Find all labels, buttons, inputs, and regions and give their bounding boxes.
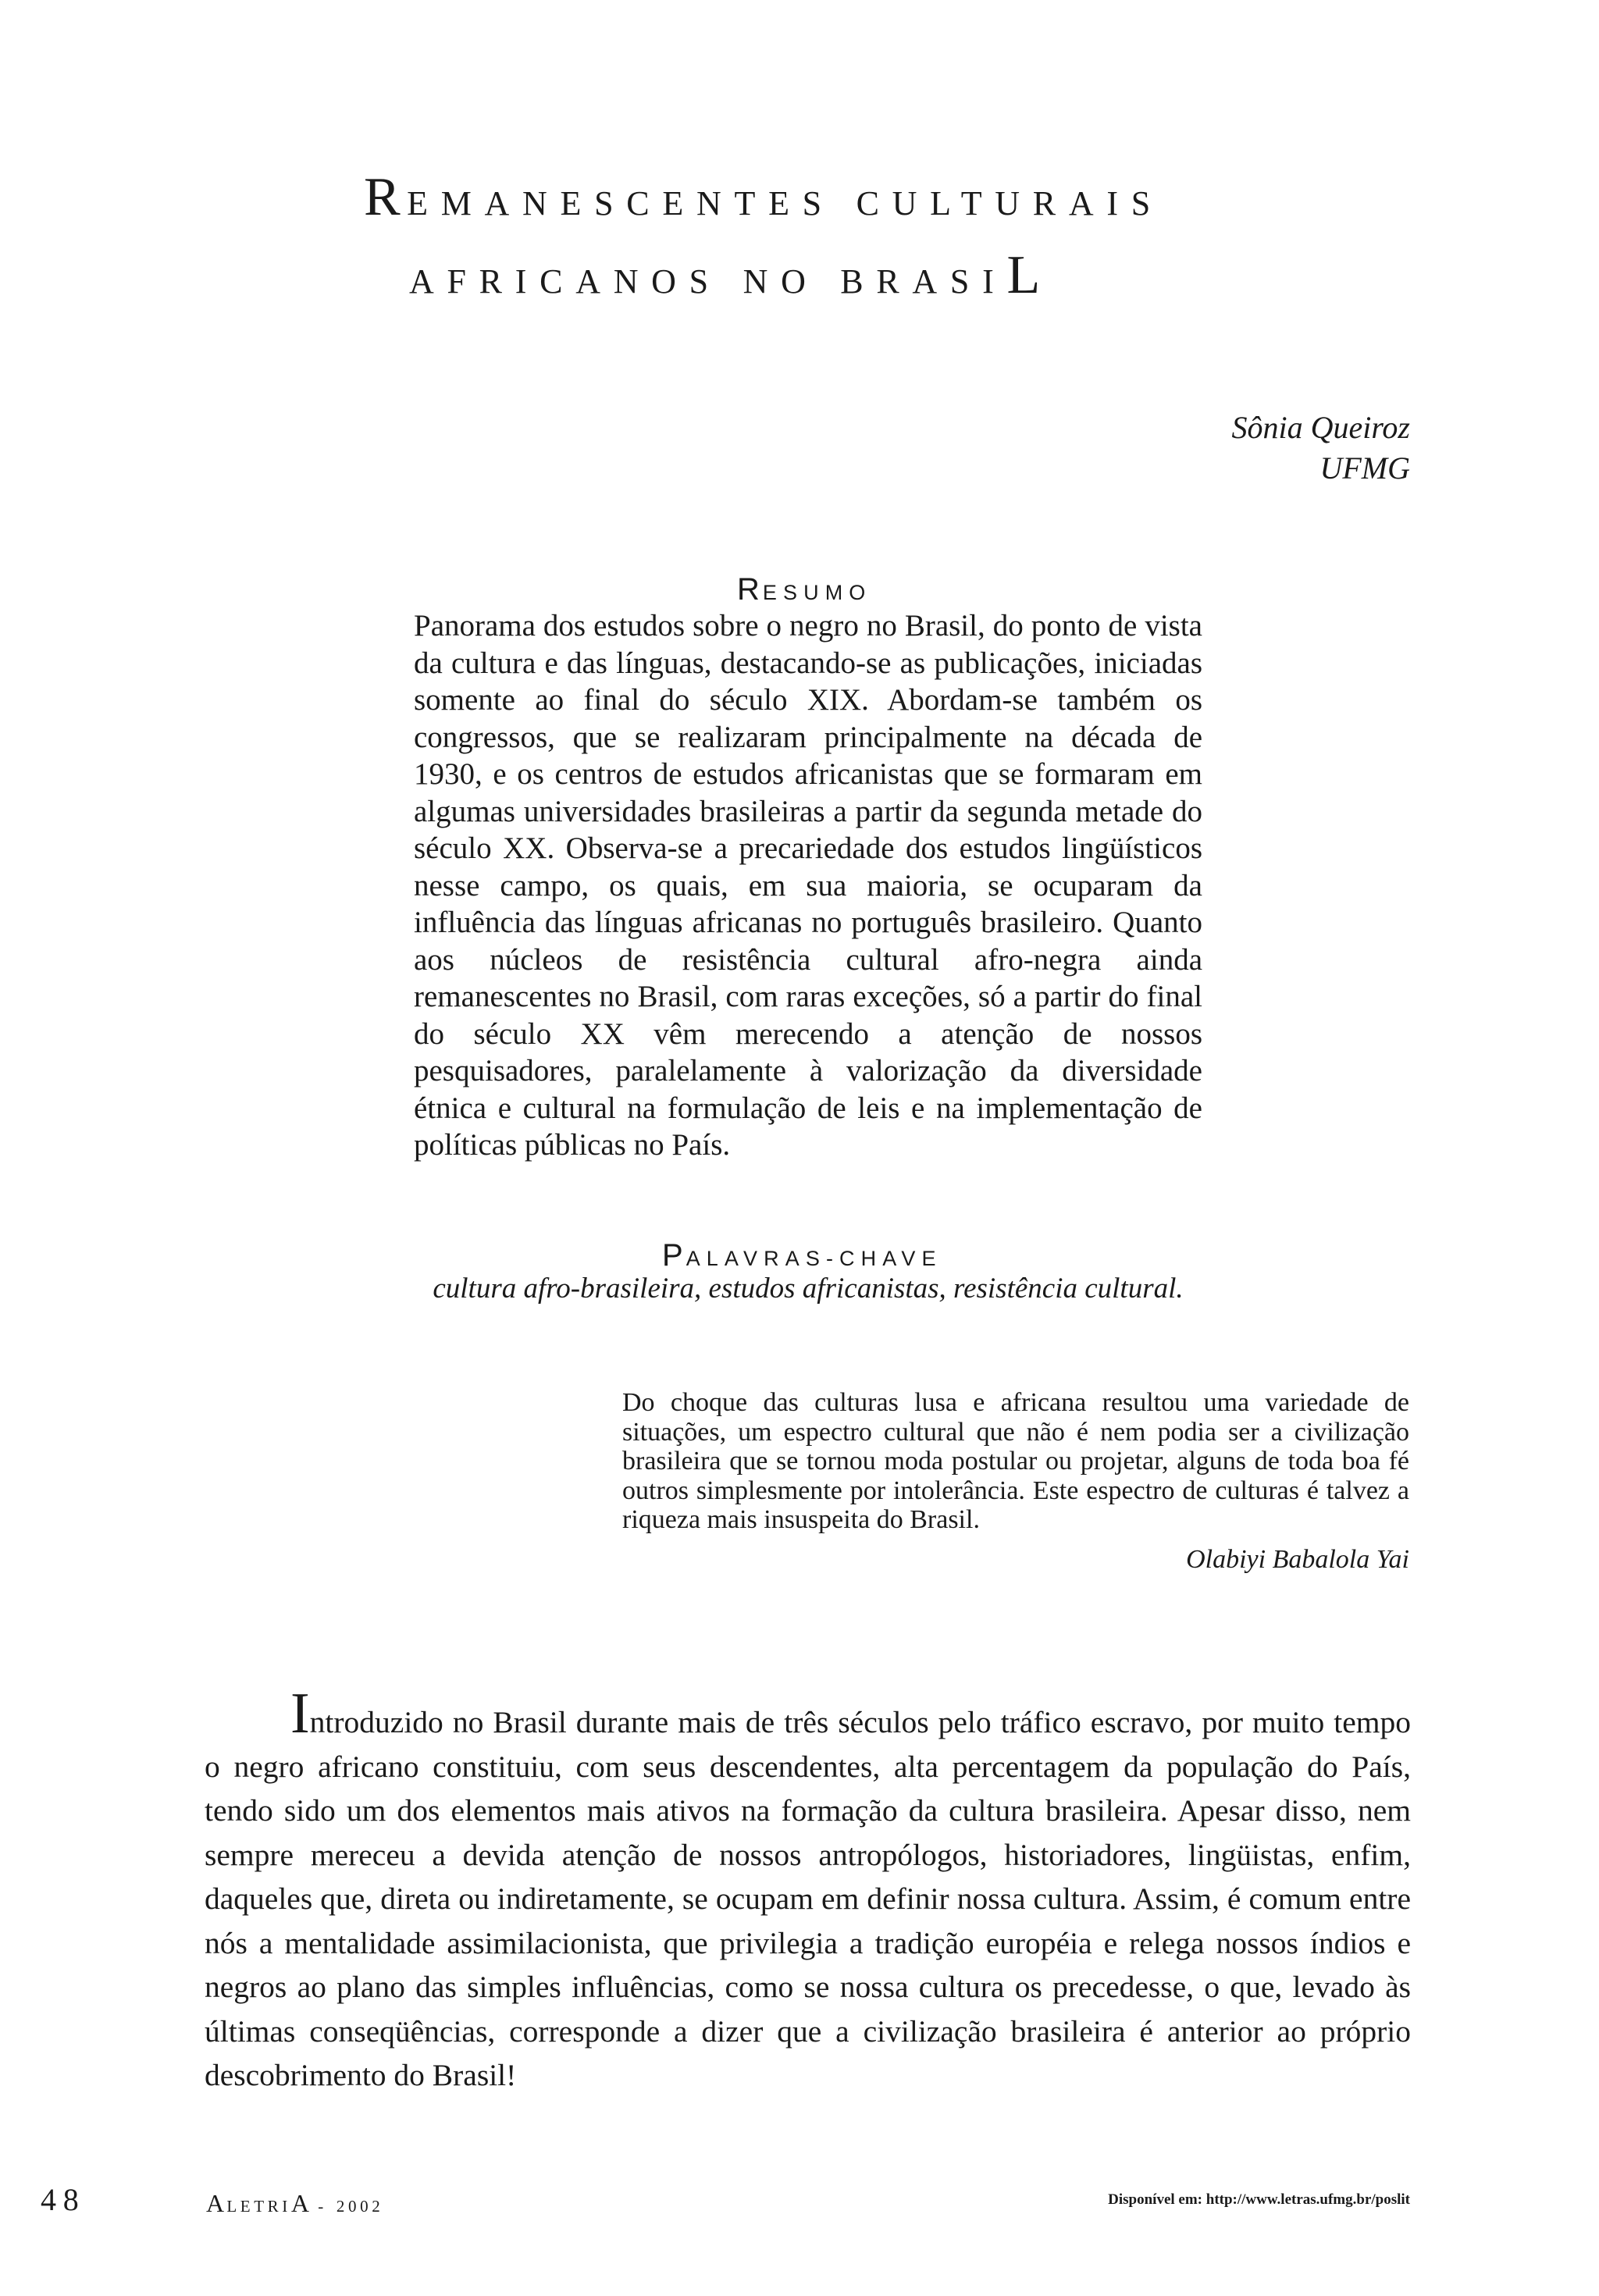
keywords-heading-initial: P xyxy=(662,1238,686,1273)
journal-separator: - xyxy=(318,2197,327,2216)
epigraph-text: Do choque das culturas lusa e africana resultou uma variedade de situações, um espectro cultural que não é nem podia ser a civilização brasileira que se tornou moda postular ou projetar, alguns de toda boa fé outros simplesmente por intolerância. Este espectro de culturas é talvez a riqueza mais insuspeita do Brasil. xyxy=(622,1388,1409,1534)
abstract-heading-text: ESUMO xyxy=(762,581,872,604)
keywords-text: cultura afro-brasileira, estudos africanistas, resistência cultural. xyxy=(433,1273,1184,1305)
abstract-heading xyxy=(737,574,871,605)
journal-name xyxy=(206,2191,383,2216)
abstract-text: Panorama dos estudos sobre o negro no Brasil, do ponto de vista da cultura e das línguas, destacando-se as publicações, iniciadas somente ao final do século XIX. Abordam-se também os congressos, que se realizaram principalmente na década de 1930, e os centros de estudos africanistas que se formaram em algumas universidades brasileiras a partir da segunda metade do século XX. Observa-se a precariedade dos estudos lingüísticos nesse campo, os quais, em sua maioria, se ocuparam da influência das línguas africanas no português brasileiro. Quanto aos núcleos de resistência cultural afro-negra ainda remanescentes no Brasil, com raras exceções, só a partir do final do século XX vêm merecendo a atenção de nossos pesquisadores, paralelamente à valorização da diversidade étnica e cultural na formulação de leis e na implementação de políticas públicas no País. xyxy=(414,609,1202,1162)
abstract-heading-initial: R xyxy=(737,572,763,607)
journal-year: 2002 xyxy=(336,2197,384,2216)
author-affiliation: UFMG xyxy=(1319,450,1410,486)
page-number: 48 xyxy=(41,2182,86,2217)
title-line-1-text: EMANESCENTES CULTURAIS xyxy=(407,184,1163,222)
journal-final-letter: A xyxy=(290,2189,312,2217)
keywords-heading xyxy=(662,1240,942,1271)
availability-note: Disponível em: http://www.letras.ufmg.br/poslit xyxy=(1108,2191,1410,2208)
epigraph-author: Olabiyi Babalola Yai xyxy=(1186,1545,1409,1574)
journal-middle: LETRI xyxy=(226,2197,291,2216)
title-final-letter: L xyxy=(1006,245,1041,305)
body-paragraph xyxy=(205,1682,1411,2098)
journal-initial: A xyxy=(206,2189,227,2217)
keywords-heading-text: ALAVRAS-CHAVE xyxy=(686,1247,942,1270)
article-title-line-1 xyxy=(364,167,1163,227)
body-dropcap: I xyxy=(290,1682,310,1746)
title-line-2-text: AFRICANOS NO BRASI xyxy=(409,262,1007,301)
author-block xyxy=(1231,408,1410,489)
author-name: Sônia Queiroz xyxy=(1231,410,1410,445)
title-initial: R xyxy=(364,167,408,227)
body-paragraph-text: ntroduzido no Brasil durante mais de três séculos pelo tráfico escravo, por muito tempo o negro africano constituiu, com seus descendentes, alta percentagem da população do País, tendo sido um dos elementos mais ativos na formação da cultura brasileira. Apesar disso, nem sempre mereceu a devida atenção de nossos antropólogos, historiadores, lingüistas, enfim, daqueles que, direta ou indiretamente, se ocupam em definir nossa cultura. Assim, é comum entre nós a mentalidade assimilacionista, que privilegia a tradição européia e relega nossos índios e negros ao plano das simples influências, como se nossa cultura os precedesse, o que, levado às últimas conseqüências, corresponde a dizer que a civilização brasileira é anterior ao próprio descobrimento do Brasil! xyxy=(205,1705,1411,2092)
article-title-line-2 xyxy=(409,245,1041,305)
